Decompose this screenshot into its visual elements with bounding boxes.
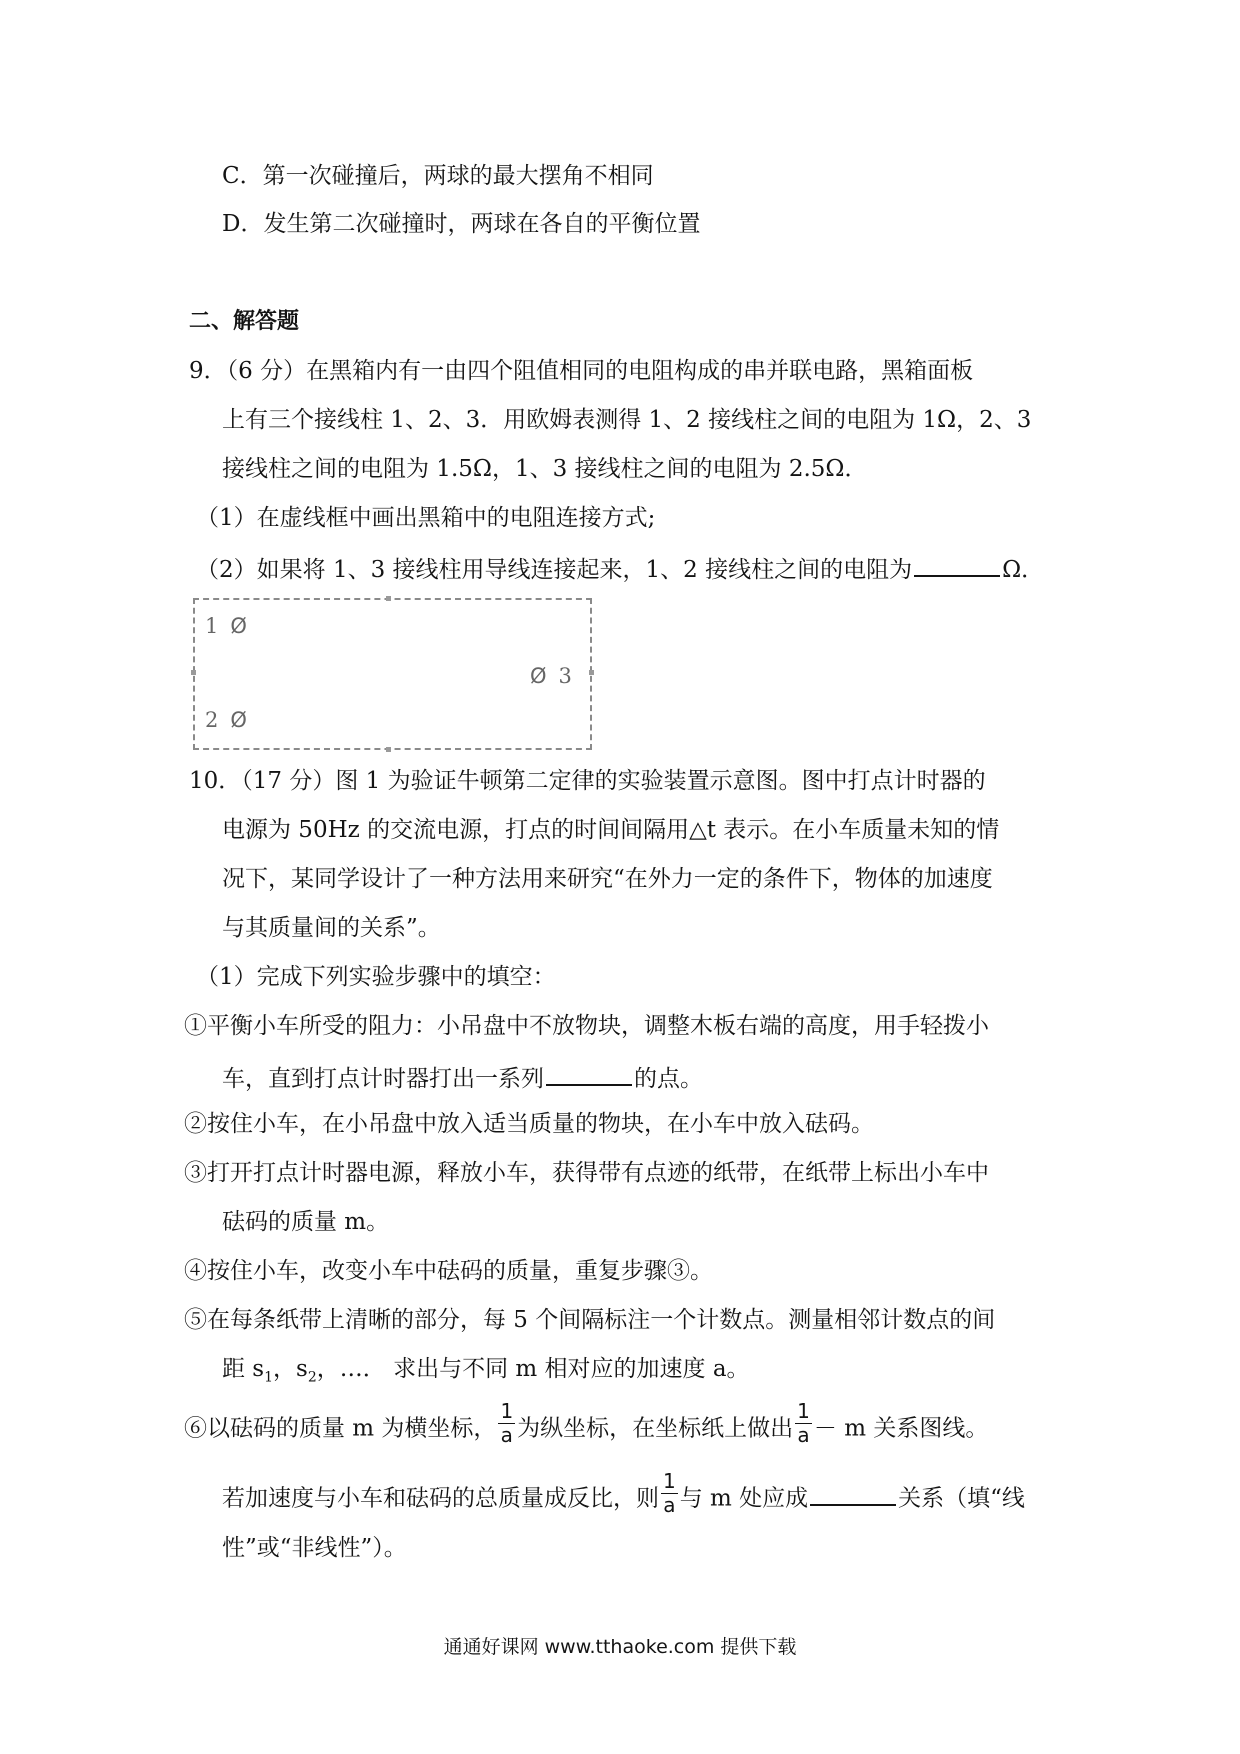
q10-step6-text-a: ⑥以砝码的质量 m 为横坐标， [184,1415,497,1442]
q10-step5-text-a: 距 s [222,1356,265,1382]
section-title: 二、解答题 [189,309,300,334]
q10-step2: ②按住小车，在小吊盘中放入适当质量的物块，在小车中放入砝码。 [184,1111,874,1137]
fraction-denominator: a [797,1423,810,1447]
fraction-denominator: a [500,1423,513,1447]
q10-step6-text-b: 为纵坐标，在坐标纸上做出 [517,1415,794,1442]
q10-step1-line1: ①平衡小车所受的阻力：小吊盘中不放物块，调整木板右端的高度，用手轻拨小 [184,1013,989,1039]
q10-step1-answer-blank[interactable] [546,1064,632,1086]
q10-step5-text-c: ，…． 求出与不同 m 相对应的加速度 a。 [316,1356,750,1382]
q10-step6-line2-a: 若加速度与小车和砝码的总质量成反比，则 [222,1485,659,1512]
terminal-2 [205,708,247,732]
resize-handle-left [191,670,196,675]
q10-step1-text: 车，直到打点计时器打出一系列 [222,1066,544,1092]
terminal-1-post-icon: Ø [230,614,247,638]
q10-step5-sub1: 1 [264,1369,274,1386]
q10-step4: ④按住小车，改变小车中砝码的质量，重复步骤③。 [184,1258,713,1284]
fraction-one-over-a [795,1401,812,1446]
q10-step5-text-b: ，s [273,1356,308,1382]
q9-part1: （1）在虚线框中画出黑箱中的电阻连接方式; [196,505,656,531]
q10-line1: 10．（17 分）图 1 为验证牛顿第二定律的实验装置示意图。图中打点计时器的 [189,768,986,794]
q9-answer-blank[interactable] [914,555,1000,577]
fraction-one-over-a [498,1401,515,1446]
q10-step3-line2: 砝码的质量 m。 [222,1209,390,1235]
fraction-numerator: 1 [663,1469,676,1493]
q10-step6-line2 [222,1469,1025,1522]
page-footer: 通通好课网 www.tthaoke.com 提供下载 [443,1636,797,1658]
q10-step1-line2 [222,1064,703,1091]
q9-line3: 接线柱之间的电阻为 1.5Ω，1、3 接线柱之间的电阻为 2.5Ω． [222,456,868,482]
fraction-numerator: 1 [797,1399,810,1423]
q9-line1: 9．（6 分）在黑箱内有一由四个阻值相同的电阻构成的串并联电路，黑箱面板 [189,358,974,384]
q10-step6-line2-b: 与 m 处应成 [679,1485,809,1512]
q10-step5-line1: ⑤在每条纸带上清晰的部分，每 5 个间隔标注一个计数点。测量相邻计数点的间 [184,1307,996,1333]
terminal-2-label: 2 [205,708,219,732]
terminal-1 [205,614,247,638]
q10-step6-answer-blank[interactable] [810,1484,896,1506]
q10-line4: 与其质量间的关系”。 [222,915,441,941]
q10-step6-line1 [184,1399,989,1452]
resize-handle-right [589,670,594,675]
q10-step6-line2-c: 关系（填“线 [898,1485,1025,1512]
terminal-3-label: 3 [558,664,572,688]
circuit-diagram-box[interactable] [193,598,592,750]
fraction-numerator: 1 [500,1399,514,1423]
fraction-one-over-a [661,1471,678,1516]
q10-step3-line1: ③打开打点计时器电源，释放小车，获得带有点迹的纸带，在纸带上标出小车中 [184,1160,989,1186]
q8-option-d: D．发生第二次碰撞时，两球在各自的平衡位置 [222,211,701,237]
terminal-3-post-icon: Ø [530,664,547,688]
q10-line3: 况下，某同学设计了一种方法用来研究“在外力一定的条件下，物体的加速度 [222,866,993,892]
q9-part2-unit: Ω． [1002,557,1045,583]
q8-option-c: C．第一次碰撞后，两球的最大摆角不相同 [222,163,654,189]
q9-line2: 上有三个接线柱 1、2、3．用欧姆表测得 1、2 接线柱之间的电阻为 1Ω，2、3 [222,407,1032,433]
q10-step1-tail: 的点。 [634,1066,703,1092]
q10-step6-text-c: － m 关系图线。 [813,1415,989,1442]
q9-part2 [196,555,1044,582]
q9-part2-text: （2）如果将 1、3 接线柱用导线连接起来，1、2 接线柱之间的电阻为 [196,557,913,583]
q10-step5-sub2: 2 [307,1369,317,1386]
terminal-3 [530,664,572,688]
q10-line2: 电源为 50Hz 的交流电源，打点的时间间隔用△t 表示。在小车质量未知的情 [222,817,1000,843]
terminal-1-label: 1 [205,614,219,638]
resize-handle-top [386,596,391,601]
q10-step6-line3: 性”或“非线性”）。 [222,1535,407,1561]
resize-handle-bottom [386,747,391,752]
q10-step5-line2 [222,1358,750,1385]
terminal-2-post-icon: Ø [230,708,247,732]
q10-part1: （1）完成下列实验步骤中的填空： [196,964,556,990]
fraction-denominator: a [663,1493,676,1517]
